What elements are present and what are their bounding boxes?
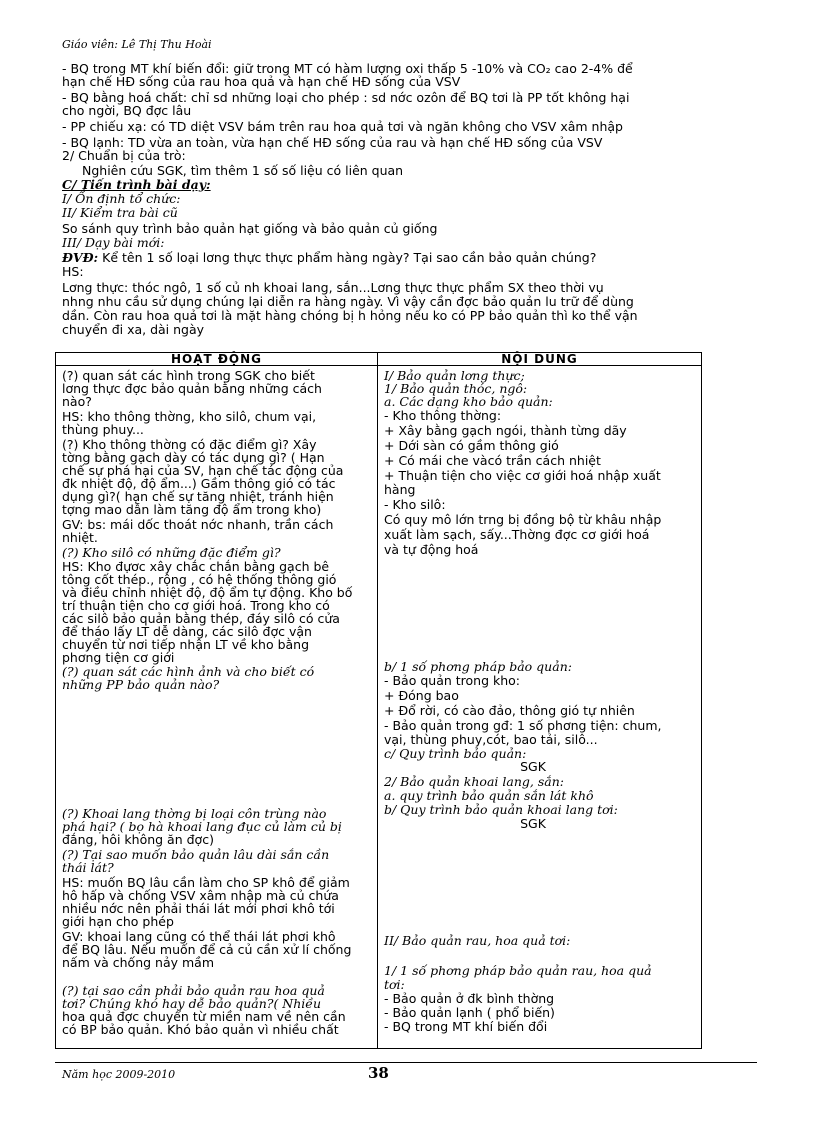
content-ref: SGK xyxy=(520,759,546,774)
activity-line: tông cốt thép., rộng , có hệ thống thông gió xyxy=(62,572,337,587)
activity-line: GV: bs: mái dốc thoát nớc nhanh, trần cách xyxy=(62,517,334,532)
content-line: và tự động hoá xyxy=(384,542,479,557)
section-heading: II/ Kiểm tra bài cũ xyxy=(62,205,178,220)
activity-line: HS: Kho đựơc xây chắc chắn bằng gạch bê xyxy=(62,559,330,574)
activity-line: (?) Kho thông thờng có đặc điểm gì? Xây xyxy=(62,437,317,452)
activity-line: hoa quả đợc chuyển từ miền nam về nên cần xyxy=(62,1009,346,1024)
activity-line: HS: kho thông thờng, kho silô, chum vại, xyxy=(62,409,317,424)
section-heading: III/ Dạy bài mới: xyxy=(62,235,165,250)
activity-line: HS: muốn BQ lâu cần làm cho SP khô để giảm xyxy=(62,875,350,890)
intro-line: chuyển đi xa, dài ngày xyxy=(62,322,205,337)
activity-line: và điều chỉnh nhiệt độ, độ ẩm tự động. Kho bố xyxy=(62,585,353,600)
activity-line: GV: khoai lang cũng có thể thái lát phơi khô xyxy=(62,929,336,944)
content-line: - Bảo quản lạnh ( phổ biến) xyxy=(384,1005,555,1020)
content-line: + Thuận tiện cho việc cơ giới hoá nhập xuất xyxy=(384,468,661,483)
page-number: 38 xyxy=(368,1064,389,1082)
activity-line: giới hạn cho phép xyxy=(62,914,174,929)
activity-line: nhiều nớc nên phải thái lát mới phơi khô tới xyxy=(62,901,335,916)
activity-line: để tháo lấy LT dễ dàng, các silô đợc vận xyxy=(62,624,312,639)
content-line: + Xây bằng gạch ngói, thành từng dãy xyxy=(384,423,627,438)
content-heading: 2/ Bảo quản khoai lang, sắn: xyxy=(384,774,564,789)
section-heading: C/ Tiến trình bài dạy: xyxy=(62,177,211,192)
section-heading: I/ Ổn định tổ chức: xyxy=(62,191,181,206)
intro-line xyxy=(62,251,702,264)
content-line: hàng xyxy=(384,482,416,497)
intro-line: hạn chế HĐ sống của rau hoa quả và hạn chế HĐ sống của VSV xyxy=(62,74,461,89)
intro-line: So sánh quy trình bảo quản hạt giống và bảo quản củ giống xyxy=(62,221,438,236)
activity-line: tợng mao dẫn làm tăng độ ẩm trong kho) xyxy=(62,502,322,517)
content-line: - Kho thông thờng: xyxy=(384,408,502,423)
page-header-teacher: Giáo viên: Lê Thị Thu Hoài xyxy=(62,38,212,51)
activity-line: lơng thực đợc bảo quản bằng những cách xyxy=(62,381,322,396)
content-heading: c/ Quy trình bảo quản: xyxy=(384,746,527,761)
activity-question: (?) tại sao cần phải bảo quản rau hoa quả xyxy=(62,983,325,998)
intro-line: - BQ lạnh: TD vừa an toàn, vừa hạn chế HĐ sống của rau và hạn chế HĐ sống của VSV xyxy=(62,135,603,150)
content-line: - Bảo quản trong gđ: 1 số phơng tiện: chum, xyxy=(384,718,662,733)
intro-line: dần. Còn rau hoa quả tơi là mặt hàng chóng bị h hỏng nếu ko có PP bảo quản thì ko thể vận xyxy=(62,308,638,323)
content-line: - BQ trong MT khí biến đổi xyxy=(384,1019,548,1034)
col-header-activity: HOẠT ĐỘNG xyxy=(56,353,378,366)
activity-line: nào? xyxy=(62,394,92,409)
activity-line: nấm và chống nảy mầm xyxy=(62,955,215,970)
dvd-text: Kể tên 1 số loại lơng thực thực phẩm hàng ngày? Tại sao cần bảo quản chúng? xyxy=(102,250,597,265)
content-heading: II/ Bảo quản rau, hoa quả tơi: xyxy=(384,933,571,948)
content-heading: tơi: xyxy=(384,977,405,992)
content-heading: a. Các dạng kho bảo quản: xyxy=(384,394,553,409)
content-line: xuất làm sạch, sấy...Thờng đợc cơ giới hoá xyxy=(384,527,650,542)
intro-line: Nghiên cứu SGK, tìm thêm 1 số số liệu có liên quan xyxy=(82,163,404,178)
content-heading: I/ Bảo quản lơng thực; xyxy=(384,368,525,383)
content-line: + Dới sàn có gầm thông gió xyxy=(384,438,559,453)
content-heading: b/ Quy trình bảo quản khoai lang tơi: xyxy=(384,802,618,817)
activity-line: chế sự phá hại của SV, hạn chế tác động của xyxy=(62,463,344,478)
content-line: + Có mái che vàcó trần cách nhiệt xyxy=(384,453,601,468)
content-line: vại, thùng phuy,cót, bao tải, silô... xyxy=(384,732,598,747)
intro-line: Lơng thực: thóc ngô, 1 số củ nh khoai lang, sắn...Lơng thực thực phẩm SX theo thời vụ xyxy=(62,280,604,295)
content-line: - Kho silô: xyxy=(384,497,446,512)
activity-line: thùng phuy... xyxy=(62,422,144,437)
activity-question: phá hại? ( bọ hà khoai lang đục củ làm củ bị xyxy=(62,819,342,834)
activity-question: thái lát? xyxy=(62,860,114,875)
activity-line: tờng bằng gạch dày có tác dụng gì? ( Hạn xyxy=(62,450,325,465)
dvd-label: ĐVĐ: xyxy=(62,250,99,265)
activity-line: (?) quan sát các hình trong SGK cho biết xyxy=(62,368,315,383)
activity-line: hô hấp và chống VSV xâm nhập mà củ chứa xyxy=(62,888,339,903)
activity-question: tơi? Chúng khó hay dễ bảo quản?( Nhiều xyxy=(62,996,322,1011)
col-header-content: NỘI DUNG xyxy=(378,353,702,366)
activity-line: để BQ lâu. Nếu muốn để cả củ cần xử lí chống xyxy=(62,942,352,957)
content-column xyxy=(378,366,702,1049)
intro-line: - BQ trong MT khí biến đổi: giữ trong MT có hàm lượng oxi thấp 5 -10% và CO₂ cao 2-4% để xyxy=(62,61,633,76)
intro-line: HS: xyxy=(62,264,84,279)
lesson-table xyxy=(55,352,702,1049)
activity-question: (?) Khoai lang thờng bị loại côn trùng nào xyxy=(62,806,327,821)
activity-question: những PP bảo quản nào? xyxy=(62,677,220,692)
content-heading: 1/ 1 số phơng pháp bảo quản rau, hoa quả xyxy=(384,963,652,978)
activity-question: (?) Tại sao muốn bảo quản lâu dài sắn cần xyxy=(62,847,330,862)
content-heading: b/ 1 số phơng pháp bảo quản: xyxy=(384,659,572,674)
intro-line: cho ngời, BQ đợc lâu xyxy=(62,103,192,118)
intro-line: - BQ bằng hoá chất: chỉ sd những loại cho phép : sd nớc ozôn để BQ tơi là PP tốt không hại xyxy=(62,90,630,105)
activity-question: (?) quan sát các hình ảnh và cho biết có xyxy=(62,664,315,679)
content-heading: a. quy trình bảo quản sắn lát khô xyxy=(384,788,594,803)
activity-column xyxy=(56,366,378,1049)
intro-line: - PP chiếu xạ: có TD diệt VSV bám trên rau hoa quả tơi và ngăn không cho VSV xâm nhập xyxy=(62,119,623,134)
content-line: + Đổ rời, có cào đảo, thông gió tự nhiên xyxy=(384,703,635,718)
activity-line: đk nhiệt độ, độ ẩm...) Gầm thông gió có tác xyxy=(62,476,336,491)
activity-question: (?) Kho silô có những đặc điểm gì? xyxy=(62,545,281,560)
activity-line: có BP bảo quản. Khó bảo quản vì nhiều chất xyxy=(62,1022,339,1037)
intro-line: 2/ Chuẩn bị của trò: xyxy=(62,148,186,163)
activity-line: đắng, hôi không ăn đợc) xyxy=(62,832,214,847)
content-line: - Bảo quản ở đk bình thờng xyxy=(384,991,555,1006)
footer-divider xyxy=(55,1062,757,1063)
content-ref: SGK xyxy=(520,816,546,831)
activity-line: chuyển từ nơi tiếp nhận LT về kho bằng xyxy=(62,637,310,652)
content-line: Có quy mô lớn trng bị đồng bộ từ khâu nhập xyxy=(384,512,662,527)
activity-line: trí thuận tiện cho cơ giới hoá. Trong kho có xyxy=(62,598,330,613)
footer-year: Năm học 2009-2010 xyxy=(62,1068,176,1081)
content-line: - Bảo quản trong kho: xyxy=(384,673,521,688)
content-line: + Đóng bao xyxy=(384,688,459,703)
activity-line: phơng tiện cơ giới xyxy=(62,650,175,665)
content-heading: 1/ Bảo quản thóc, ngô: xyxy=(384,381,528,396)
activity-line: dụng gì?( hạn chế sự tăng nhiệt, tránh hiện xyxy=(62,489,334,504)
activity-line: các silô bảo quản bằng thép, đáy silô có cửa xyxy=(62,611,340,626)
activity-line: nhiệt. xyxy=(62,530,98,545)
intro-line: nhng nhu cầu sử dụng chúng lại diễn ra hàng ngày. Vì vậy cần đợc bảo quản lu trữ để dùng xyxy=(62,294,634,309)
